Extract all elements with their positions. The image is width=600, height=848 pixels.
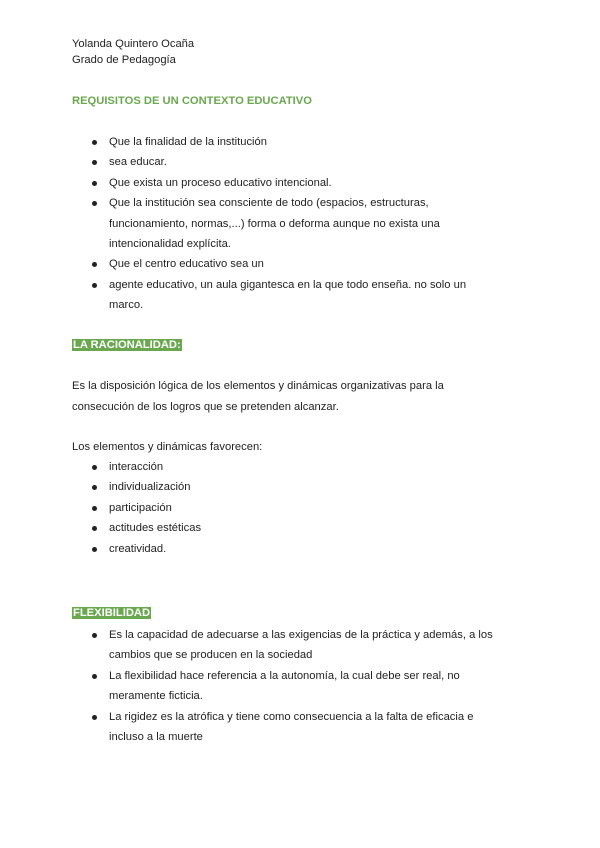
list-item-line: funcionamiento, normas,...) forma o deforma aunque no exista una (109, 217, 440, 230)
list-item-line: Que la finalidad de la institución (109, 136, 267, 148)
bullet-icon (92, 633, 97, 638)
bullet-icon (92, 283, 97, 288)
section-title-flexibilidad (72, 606, 151, 620)
racionalidad-paragraph-line-2: consecución de los logros que se pretenden alcanzar. (72, 401, 339, 413)
bullet-icon (92, 674, 97, 679)
list-item-line: agente educativo, un aula gigantesca en la que todo enseña. no solo un (109, 278, 467, 291)
bullet-icon (92, 547, 97, 552)
bullet-icon (92, 485, 97, 490)
list-item-line: creatividad. (109, 542, 167, 555)
list-item-line: Que exista un proceso educativo intencional. (109, 176, 332, 189)
bullet-icon (92, 526, 97, 531)
bullet-icon (92, 262, 97, 267)
racionalidad-paragraph-line-1: Es la disposición lógica de los elementos y dinámicas organizativas para la (72, 380, 444, 392)
section-title-racionalidad (72, 338, 182, 352)
list-item-line: interacción (109, 461, 164, 473)
flexibilidad-heading: FLEXIBILIDAD (73, 607, 151, 619)
list-item-line: La rigidez es la atrófica y tiene como consecuencia a la falta de eficacia e (109, 710, 474, 723)
list-item-line: Que la institución sea consciente de todo (espacios, estructuras, (109, 197, 429, 210)
bullet-icon (92, 160, 97, 165)
list-item-line: Que el centro educativo sea un (109, 258, 264, 271)
racionalidad-heading: LA RACIONALIDAD: (73, 339, 181, 351)
list-item-line: meramente ficticia. (109, 690, 203, 703)
list-item-line: sea educar. (109, 156, 167, 169)
bullet-icon (92, 181, 97, 186)
list-item-line: individualización (109, 481, 191, 494)
bullet-icon (92, 201, 97, 206)
section-title-requisitos: REQUISITOS DE UN CONTEXTO EDUCATIVO (72, 95, 312, 107)
list-item-line: incluso a la muerte (109, 731, 203, 743)
bullet-icon (92, 506, 97, 511)
list-item-line: participación (109, 501, 172, 514)
list-item-line: Es la capacidad de adecuarse a las exigencias de la práctica y además, a los (109, 629, 493, 641)
list-item-line: actitudes estéticas (109, 522, 202, 535)
list-item-line: intencionalidad explícita. (109, 238, 231, 250)
list-item-line: marco. (109, 299, 144, 312)
author-name: Yolanda Quintero Ocaña (72, 38, 195, 50)
list-item-line: La flexibilidad hace referencia a la autonomía, la cual debe ser real, no (109, 669, 460, 682)
bullet-icon (92, 465, 97, 470)
bullet-icon (92, 140, 97, 145)
bullet-icon (92, 715, 97, 720)
list-item-line: cambios que se producen en la sociedad (109, 649, 313, 662)
course-name: Grado de Pedagogía (72, 54, 176, 66)
racionalidad-intro: Los elementos y dinámicas favorecen: (72, 441, 263, 453)
